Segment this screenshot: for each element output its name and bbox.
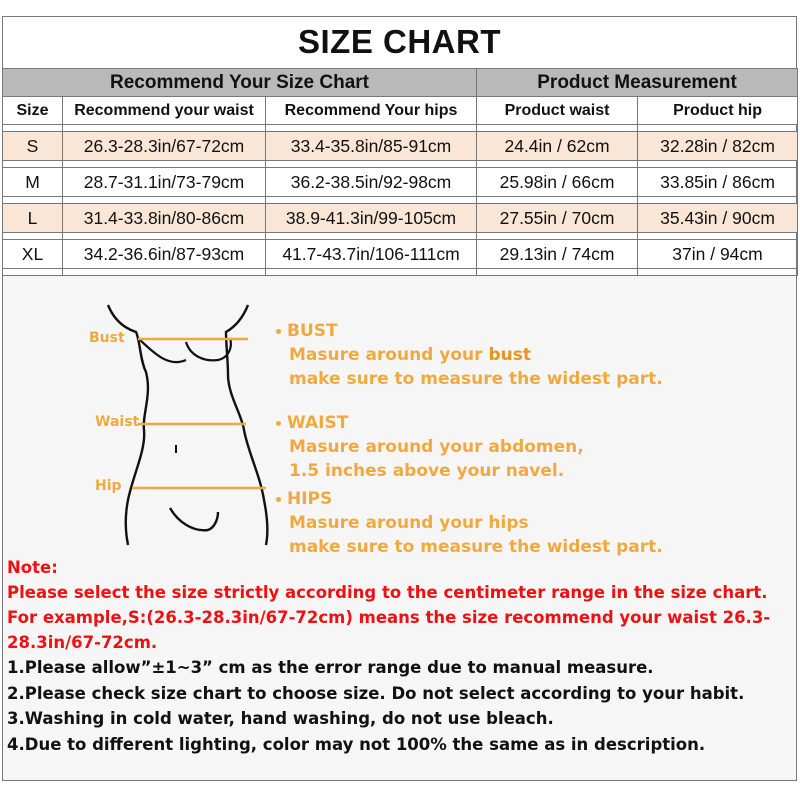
- group-header-row: [3, 69, 798, 97]
- table-cell: 35.43in / 90cm: [638, 204, 798, 233]
- spacer-row: [3, 161, 798, 168]
- table-cell: S: [3, 132, 63, 161]
- bust-label: Bust: [89, 330, 125, 346]
- note-item: 4.Due to different lighting, color may not 100% the same as in description.: [7, 734, 706, 754]
- waist-heading: WAIST: [287, 413, 349, 433]
- table-cell: 32.28in / 82cm: [638, 132, 798, 161]
- waist-line-2: 1.5 inches above your navel.: [289, 461, 565, 481]
- column-header-row: [3, 97, 798, 125]
- table-cell: 26.3-28.3in/67-72cm: [63, 132, 266, 161]
- bullet-dot-icon: [276, 497, 281, 502]
- bust-line-1-emphasis: bust: [488, 345, 531, 365]
- note-item: 3.Washing in cold water, hand washing, do not use bleach.: [7, 709, 554, 728]
- hip-label: Hip: [95, 478, 122, 494]
- size-table: [2, 68, 798, 276]
- spacer-row: [3, 197, 798, 204]
- table-cell: 33.85in / 86cm: [638, 168, 798, 197]
- bust-description: [276, 319, 663, 391]
- table-cell: 27.55in / 70cm: [477, 204, 638, 233]
- hips-description: [276, 487, 663, 559]
- column-header: Product hip: [638, 97, 798, 125]
- bullet-dot-icon: [276, 329, 281, 334]
- waist-line-1: Masure around your abdomen,: [289, 437, 584, 457]
- table-cell: M: [3, 168, 63, 197]
- spacer-row: [3, 269, 798, 276]
- bullet-dot-icon: [276, 421, 281, 426]
- table-row: [3, 204, 798, 233]
- waist-label: Waist: [95, 414, 140, 430]
- page-title: SIZE CHART: [298, 23, 501, 60]
- hips-line-1: Masure around your hips: [289, 513, 529, 533]
- note-item: 1.Please allow”±1~3” cm as the error range due to manual measure.: [7, 658, 654, 677]
- table-cell: 37in / 94cm: [638, 240, 798, 269]
- column-header: Product waist: [477, 97, 638, 125]
- table-row: [3, 132, 798, 161]
- group-recommend: Recommend Your Size Chart: [3, 69, 477, 97]
- table-cell: 33.4-35.8in/85-91cm: [266, 132, 477, 161]
- table-cell: 25.98in / 66cm: [477, 168, 638, 197]
- bust-line-1: Masure around your: [289, 345, 489, 365]
- table-cell: 36.2-38.5in/92-98cm: [266, 168, 477, 197]
- spacer-row: [3, 125, 798, 132]
- hips-line-2: make sure to measure the widest part.: [289, 537, 663, 557]
- hips-heading: HIPS: [287, 489, 333, 509]
- note-line: Please select the size strictly according to the centimeter range in the size chart.: [7, 583, 768, 602]
- table-row: [3, 168, 798, 197]
- notes-section: [7, 555, 792, 757]
- note-line: 28.3in/67-72cm.: [7, 633, 158, 652]
- note-label: Note:: [7, 558, 58, 577]
- table-row: [3, 240, 798, 269]
- table-cell: 41.7-43.7in/106-111cm: [266, 240, 477, 269]
- table-cell: 34.2-36.6in/87-93cm: [63, 240, 266, 269]
- column-header: Recommend your waist: [63, 97, 266, 125]
- spacer-row: [3, 233, 798, 240]
- table-cell: 29.13in / 74cm: [477, 240, 638, 269]
- note-line: For example,S:(26.3-28.3in/67-72cm) means the size recommend your waist 26.3-: [7, 608, 771, 627]
- table-cell: 31.4-33.8in/80-86cm: [63, 204, 266, 233]
- column-header: Size: [3, 97, 63, 125]
- table-cell: L: [3, 204, 63, 233]
- group-product: Product Measurement: [477, 69, 798, 97]
- table-cell: 28.7-31.1in/73-79cm: [63, 168, 266, 197]
- table-cell: 38.9-41.3in/99-105cm: [266, 204, 477, 233]
- bust-line-2: make sure to measure the widest part.: [289, 369, 663, 389]
- table-cell: XL: [3, 240, 63, 269]
- column-header: Recommend Your hips: [266, 97, 477, 125]
- bust-heading: BUST: [287, 321, 338, 341]
- waist-description: [276, 411, 584, 483]
- note-item: 2.Please check size chart to choose size. Do not select according to your habit.: [7, 683, 745, 703]
- table-cell: 24.4in / 62cm: [477, 132, 638, 161]
